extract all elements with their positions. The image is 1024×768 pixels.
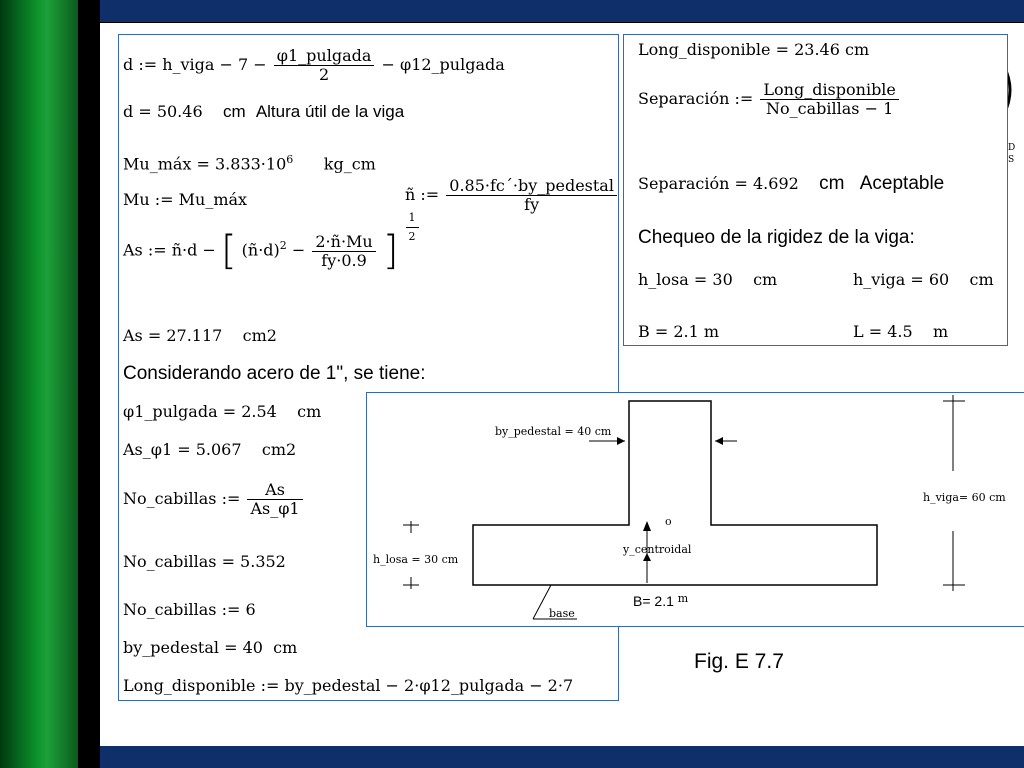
d-def-num: φ1_pulgada — [274, 47, 375, 66]
nocab-lhs: No_cabillas := — [123, 489, 241, 508]
calculation-panel-right — [623, 34, 1008, 346]
t-beam-diagram-panel — [366, 392, 1024, 627]
by-pedestal-value: by_pedestal = 40 — [123, 638, 263, 657]
sep-definition — [638, 81, 901, 118]
as-value: As = 27.117 — [123, 326, 223, 345]
t-beam-diagram — [367, 393, 1024, 628]
mu-max-line — [123, 151, 376, 173]
nocab-definition — [123, 481, 305, 518]
nocab-num: As — [247, 481, 302, 500]
sep-value: Separación = 4.692 — [638, 174, 799, 193]
b-value: B = 2.1 — [638, 322, 699, 341]
h-losa-value: h_losa = 30 — [638, 270, 733, 289]
as-lhs: As := ñ·d − — [123, 240, 216, 260]
left-black-stripe — [78, 0, 100, 768]
asphi-line — [123, 441, 296, 459]
phi1-line — [123, 403, 321, 421]
diagram-h-losa-label: h_losa = 30 cm — [373, 553, 459, 566]
phi1-unit: cm — [297, 402, 322, 421]
nocab-fraction — [247, 481, 302, 518]
bottom-bar — [100, 746, 1024, 768]
d-unit: cm — [222, 102, 246, 121]
asphi-value: As_φ1 = 5.067 — [123, 440, 242, 459]
mu-max-unit: kg_cm — [323, 154, 376, 174]
sep-value-line — [638, 175, 944, 193]
svg-text:D: D — [1008, 143, 1016, 153]
as-formula — [123, 211, 421, 301]
sep-num: Long_disponible — [760, 81, 899, 100]
nocab-value: No_cabillas = 5.352 — [123, 552, 286, 571]
as-minus: − — [291, 240, 306, 260]
top-bar — [100, 0, 1024, 23]
diagram-h-viga-label: h_viga= 60 cm — [923, 491, 1006, 504]
sep-fraction — [760, 81, 899, 118]
n-def-den: fy — [524, 195, 540, 214]
figure-caption: Fig. E 7.7 — [694, 650, 784, 673]
d-def-fraction — [274, 47, 375, 84]
long-value-line — [638, 41, 869, 59]
h-viga-value: h_viga = 60 — [853, 270, 950, 289]
l-line — [853, 323, 948, 341]
left-bracket-icon: [ — [220, 228, 237, 274]
phi1-value: φ1_pulgada = 2.54 — [123, 402, 277, 421]
mu-definition: Mu := Mu_máx — [123, 190, 248, 209]
considerando-text: Considerando acero de 1", se tiene: — [123, 363, 426, 384]
centroid-arrow-up-icon — [643, 521, 651, 531]
h-losa-unit: cm — [753, 270, 778, 289]
d-def-lhs: d := h_viga − 7 − — [123, 55, 267, 74]
long-unit: cm — [844, 40, 870, 59]
nocab-den: As_φ1 — [250, 499, 300, 518]
asphi-unit: cm2 — [261, 440, 297, 459]
l-unit: m — [933, 322, 949, 341]
arrow-head-right-icon — [617, 437, 625, 445]
as-den: fy·0.9 — [321, 250, 367, 270]
mu-max-value: Mu_máx = 3.833·10 — [123, 154, 287, 174]
as-exp-den: 2 — [408, 230, 416, 243]
nocab-set: No_cabillas := 6 — [123, 600, 256, 619]
arrow-head-left-icon — [715, 437, 723, 445]
b-unit: m — [703, 322, 720, 341]
d-def-tail: − φ12_pulgada — [381, 55, 505, 74]
as-exponent — [406, 209, 419, 246]
d-value-line — [123, 103, 404, 121]
long-value: Long_disponible = 23.46 — [638, 40, 840, 59]
left-green-stripe — [0, 0, 78, 768]
by-pedestal-line — [123, 639, 297, 657]
n-definition — [405, 177, 619, 214]
long-definition: Long_disponible := by_pedestal − 2·φ12_pulgada − 2·7 — [123, 676, 574, 695]
b-line — [638, 323, 719, 341]
svg-text:S: S — [1008, 155, 1015, 165]
as-inner-exp: 2 — [279, 239, 287, 253]
n-def-fraction — [446, 177, 617, 214]
n-def-lhs: ñ := — [405, 185, 440, 204]
mu-max-exp: 6 — [286, 153, 294, 166]
diagram-y-centroidal-label: y_centroidal — [623, 543, 692, 556]
as-value-line — [123, 327, 277, 345]
d-definition — [123, 47, 505, 84]
as-num: 2·ñ·Mu — [312, 233, 375, 252]
diagram-b-unit: m — [677, 592, 689, 605]
sep-lhs: Separación := — [638, 89, 754, 108]
as-fraction — [312, 233, 375, 270]
diagram-base-label: base — [549, 607, 575, 620]
l-value: L = 4.5 — [853, 322, 913, 341]
h-viga-line — [853, 271, 994, 289]
d-value: d = 50.46 — [123, 102, 203, 121]
diagram-by-pedestal-label: by_pedestal = 40 cm — [495, 425, 612, 438]
right-bracket-icon: ] — [382, 228, 399, 274]
h-viga-unit: cm — [969, 270, 994, 289]
h-losa-line — [638, 271, 777, 289]
diagram-b-value: B= 2.1 — [633, 593, 674, 609]
as-inner-term: (ñ·d) — [241, 240, 280, 260]
sep-status: Aceptable — [859, 173, 945, 194]
as-unit: cm2 — [242, 326, 277, 345]
n-def-num: 0.85·fc´·by_pedestal — [446, 177, 617, 196]
diagram-b-label — [633, 593, 688, 609]
sep-unit: cm — [819, 173, 845, 194]
by-pedestal-unit: cm — [273, 638, 298, 657]
chequeo-heading: Chequeo de la rigidez de la viga: — [638, 227, 915, 248]
diagram-o-label: o — [665, 515, 672, 528]
d-def-den: 2 — [319, 65, 330, 84]
as-exp-num: 1 — [406, 209, 419, 228]
d-description: Altura útil de la viga — [255, 102, 405, 121]
sep-den: No_cabillas − 1 — [766, 99, 894, 118]
